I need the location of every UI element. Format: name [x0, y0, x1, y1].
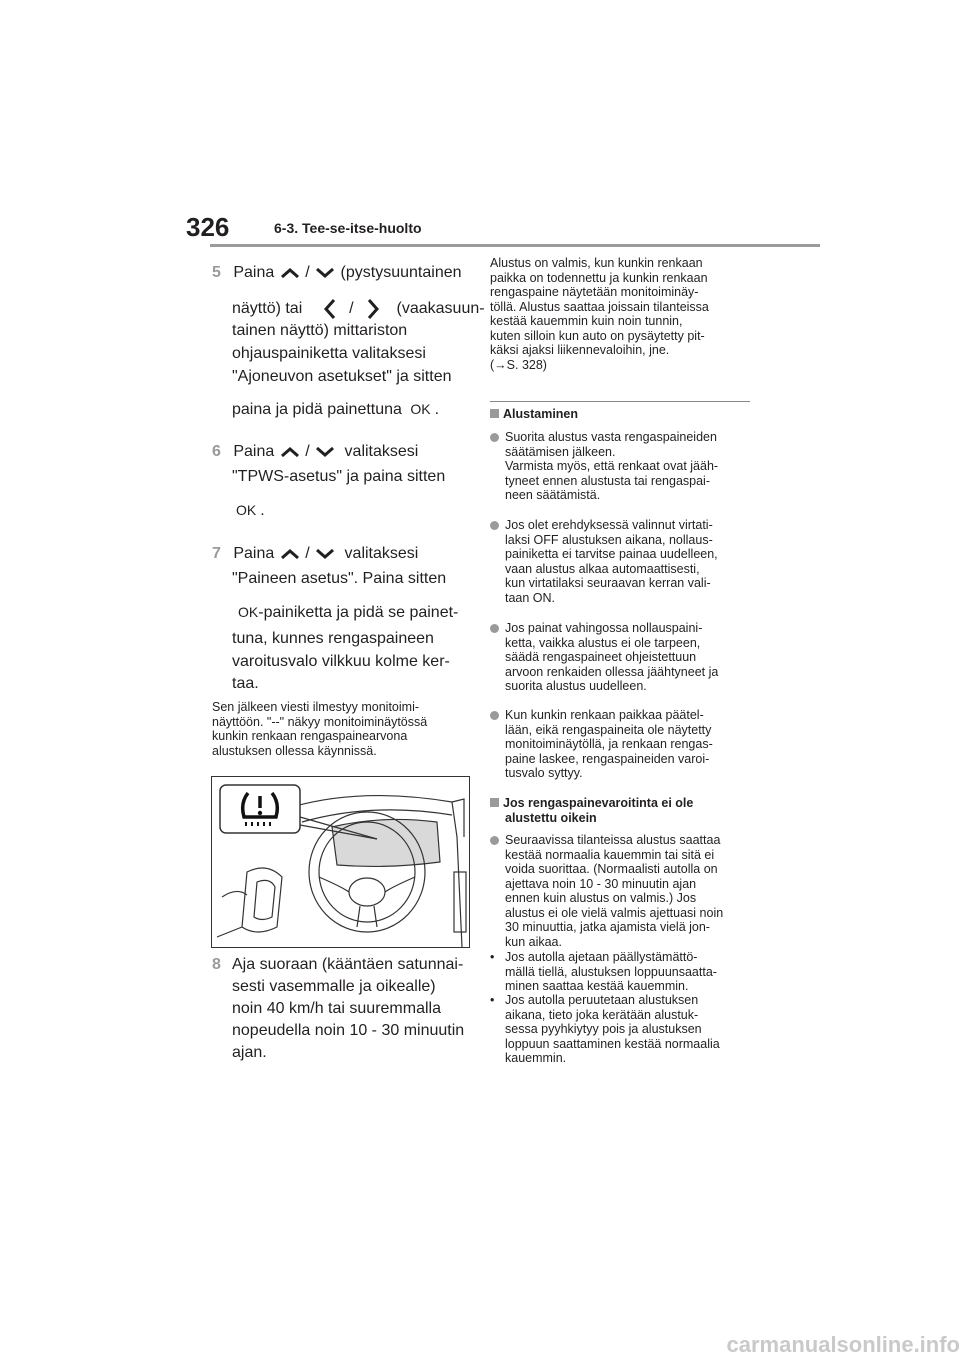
- heading-text: alustettu oikein: [505, 810, 597, 825]
- text: Paina: [233, 264, 275, 281]
- step-6-line-3: [232, 499, 265, 522]
- page-number: 326: [186, 212, 230, 242]
- step-7-number: 7: [212, 545, 221, 562]
- note-line: Sen jälkeen viesti ilmestyy monitoimi-: [212, 700, 420, 714]
- step-8-line: noin 40 km/h tai suuremmalla: [232, 1000, 441, 1017]
- dashboard-illustration: [211, 776, 470, 948]
- step-7-line-4: tuna, kunnes rengaspaineen: [232, 630, 434, 647]
- bullet-line: alustus ei ole vielä valmis ajettuasi noin: [505, 905, 724, 920]
- text: (vaakasuun-: [396, 300, 485, 318]
- bullet-item: [505, 518, 755, 605]
- chevron-down-icon: [314, 547, 336, 561]
- bullet-line: paine laskee, rengaspaineiden varoi-: [505, 751, 710, 766]
- step-5-line-4: ohjauspainiketta valitaksesi: [232, 345, 426, 362]
- bullet-line: säätämisen jälkeen.: [505, 444, 616, 459]
- chevron-up-icon: [279, 547, 301, 561]
- text: (pystysuuntainen: [340, 264, 462, 281]
- bullet-mark: •: [490, 950, 495, 964]
- bullet-line: ennen kuin alustus on valmis.) Jos: [505, 891, 697, 905]
- text: näyttö) tai: [232, 300, 303, 318]
- bullet-line: tusvalo syttyy.: [505, 766, 583, 780]
- step-7-line-2: "Paineen asetus". Paina sitten: [232, 570, 447, 587]
- step-8-line: ajan.: [232, 1044, 267, 1061]
- section-title: 6-3. Tee-se-itse-huolto: [274, 220, 422, 236]
- bullet-line: suorita alustus uudelleen.: [505, 679, 647, 693]
- step-7-line-6: taa.: [232, 675, 259, 692]
- heading-not-initialized: [490, 796, 693, 825]
- bullet-line: säädä rengaspaineet ohjeistettuun: [505, 650, 697, 664]
- intro-line: kuten silloin kun auto on pysäytetty pit-: [490, 328, 705, 343]
- intro-line: rengaspaine näytetään monitoiminäy-: [490, 285, 699, 299]
- square-bullet-icon: [490, 409, 499, 418]
- heading-alustaminen: [490, 407, 578, 422]
- bullet-line: Jos autolla peruutetaan alustuksen: [505, 993, 699, 1007]
- bullet-line: sessa pyyhkiytyy pois ja alustuksen: [505, 1022, 702, 1036]
- step-5-line-5: "Ajoneuvon asetukset" ja sitten: [232, 368, 452, 385]
- watermark: carmanualsonline.info: [726, 1332, 960, 1357]
- chevron-up-icon: [279, 445, 301, 459]
- ok-button-glyph: OK: [410, 401, 431, 417]
- bullet-line: ketta, vaikka alustus ei ole tarpeen,: [505, 635, 701, 650]
- bullet-line: monitoiminäytöllä, ja renkaan rengas-: [505, 737, 713, 751]
- bullet-line: Jos painat vahingossa nollauspaini-: [505, 621, 703, 635]
- text: valitaksesi: [344, 443, 419, 460]
- bullet-line: Seuraavissa tilanteissa alustus saattaa: [505, 833, 721, 847]
- intro-line: käksi ajaksi liikennevaloihin, jne.: [490, 343, 670, 357]
- bullet-dot-icon: [490, 433, 499, 442]
- bullet-line: taan ON.: [505, 590, 556, 605]
- bullet-line: vaan alustus alkaa automaattisesti,: [505, 561, 700, 576]
- step-5-line-1: [212, 262, 462, 284]
- step-5-line-6: [232, 398, 439, 421]
- step-8-line: sesti vasemmalle ja oikealle): [232, 978, 436, 995]
- text: paina ja pidä painettuna: [232, 401, 402, 418]
- step-7-line-3: [232, 601, 458, 624]
- ok-button-glyph: OK: [238, 604, 259, 620]
- step-6-line-1: [212, 441, 418, 463]
- intro-paragraph: [490, 256, 755, 372]
- step-8: [212, 954, 221, 976]
- step-8-text: [232, 954, 464, 1064]
- bullet-line: Jos autolla ajetaan päällystämättö-: [505, 950, 698, 964]
- bullet-line: Suorita alustus vasta rengaspaineiden: [505, 430, 717, 444]
- step-8-line: nopeudella noin 10 - 30 minuutin: [232, 1022, 465, 1039]
- square-bullet-icon: [490, 798, 499, 807]
- step-6-line-2: "TPWS-asetus" ja paina sitten: [232, 468, 446, 485]
- bullet-mark: •: [490, 993, 495, 1007]
- step-6-number: 6: [212, 443, 221, 460]
- step-8-number: 8: [212, 956, 221, 973]
- bullet-dot-icon: [490, 521, 499, 530]
- bullet-item: [505, 430, 755, 503]
- text: .: [260, 502, 265, 519]
- intro-line: kestää kauemmin kuin noin tunnin,: [490, 314, 683, 328]
- bullet-dot-icon: [490, 711, 499, 720]
- bullet-dot-icon: [490, 624, 499, 633]
- step-5-number: 5: [212, 264, 221, 281]
- note-line: näyttöön. "--" näkyy monitoiminäytössä: [212, 714, 428, 729]
- bullet-line: minen saattaa kestää kauemmin.: [505, 979, 689, 993]
- bullet-line: laksi OFF alustuksen aikana, nollaus-: [505, 532, 713, 547]
- bullet-line: painiketta ei tarvitse painaa uudelleen,: [505, 547, 718, 561]
- text: -painiketta ja pidä se painet-: [258, 604, 459, 621]
- step-7-line-1: [212, 543, 418, 565]
- bullet-line: neen säätämistä.: [505, 488, 601, 502]
- bullet-line: kun virtatilaksi seuraavan kerran vali-: [505, 576, 711, 590]
- text: /: [305, 545, 310, 562]
- heading-text: Jos rengaspainevaroitinta ei ole: [503, 796, 694, 810]
- step-8-line: Aja suoraan (kääntäen satunnai-: [232, 956, 464, 973]
- text: Paina: [233, 443, 275, 460]
- text: Paina: [233, 545, 275, 562]
- bullet-line: Kun kunkin renkaan paikkaa päätel-: [505, 708, 704, 722]
- bullet-line: tyneet ennen alustusta tai rengaspai-: [505, 473, 710, 488]
- heading-text: Alustaminen: [503, 407, 579, 421]
- bullet-line: kestää normaalia kauemmin tai sitä ei: [505, 847, 715, 862]
- bullet-line: ajettava noin 10 - 30 minuutin ajan: [505, 876, 697, 891]
- step-5-line-3: tainen näyttö) mittariston: [232, 322, 408, 339]
- note-line: alustuksen ollessa käynnissä.: [212, 743, 377, 758]
- bullet-line: mällä tiellä, alustuksen loppuunsaatta-: [505, 964, 717, 979]
- page-reference: (→S. 328): [490, 357, 547, 372]
- sub-bullet-item: [490, 993, 755, 1066]
- note-line: kunkin renkaan rengaspainearvona: [212, 729, 408, 743]
- sub-bullet-item: [490, 950, 755, 994]
- text: valitaksesi: [344, 545, 419, 562]
- dashboard-drawing: [212, 777, 469, 947]
- intro-line: paikka on todennettu ja kunkin renkaan: [490, 270, 708, 285]
- text: /: [349, 300, 354, 318]
- header-divider: [210, 244, 820, 247]
- ok-button-glyph: OK: [236, 502, 257, 518]
- chevron-up-icon: [279, 266, 301, 280]
- bullet-item: [505, 708, 755, 781]
- bullet-line: Jos olet erehdyksessä valinnut virtati-: [505, 518, 713, 532]
- bullet-line: 30 minuuttia, jatka ajamista vielä jon-: [505, 920, 710, 934]
- chevron-down-icon: [314, 445, 336, 459]
- text: /: [305, 264, 310, 281]
- text: /: [305, 443, 310, 460]
- text: .: [434, 401, 440, 418]
- chevron-right-icon: [364, 297, 382, 321]
- bullet-line: loppuun saattaminen kestää normaalia: [505, 1036, 720, 1051]
- chevron-down-icon: [314, 266, 336, 280]
- bullet-line: Varmista myös, että renkaat ovat jääh-: [505, 459, 719, 473]
- note: [212, 700, 472, 758]
- bullet-item: [505, 621, 755, 694]
- intro-line: töllä. Alustus saattaa joissain tilanteissa: [490, 299, 709, 314]
- bullet-item: [505, 833, 755, 949]
- step-7-line-5: varoitusvalo vilkkuu kolme ker-: [232, 653, 450, 670]
- bullet-dot-icon: [490, 836, 499, 845]
- bullet-line: voida suorittaa. (Normaalisti autolla on: [505, 862, 718, 876]
- bullet-line: kauemmin.: [505, 1051, 567, 1065]
- bullet-line: aikana, tieto joka kerätään alustuk-: [505, 1007, 699, 1022]
- step-5-line-2: [232, 297, 485, 321]
- bullet-line: arvoon renkaiden ollessa jäähtyneet ja: [505, 664, 719, 679]
- bullet-line: lään, eikä rengaspaineita ole näytetty: [505, 722, 712, 737]
- section-divider: [490, 401, 750, 402]
- intro-line: Alustus on valmis, kun kunkin renkaan: [490, 256, 703, 270]
- bullet-line: kun aikaa.: [505, 934, 562, 949]
- chevron-left-icon: [321, 297, 339, 321]
